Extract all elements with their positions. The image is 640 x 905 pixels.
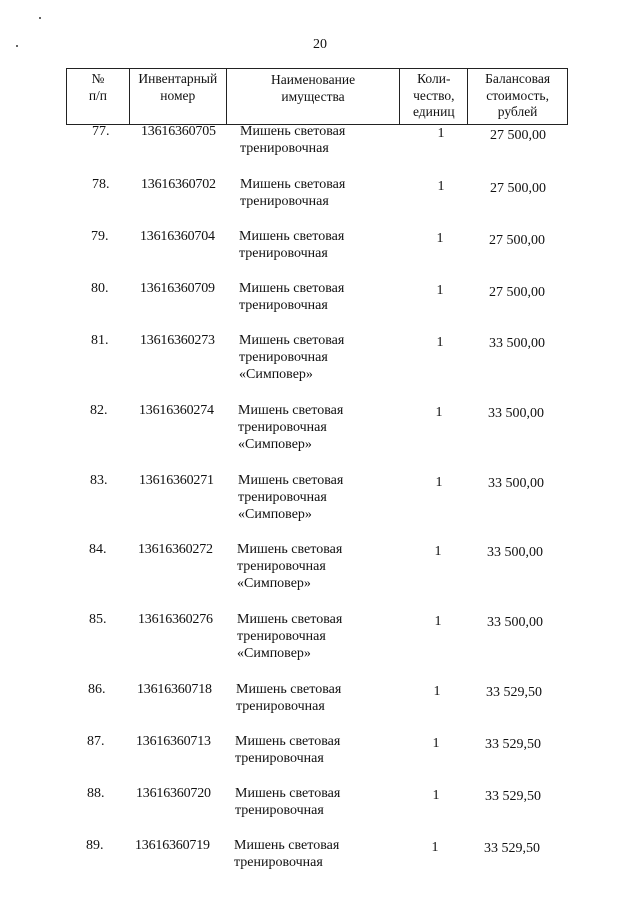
- row-number: 81.: [91, 333, 109, 348]
- row-number: 85.: [89, 612, 107, 627]
- page-number: 20: [313, 37, 327, 52]
- item-name-line: Мишень световая: [237, 542, 343, 557]
- item-name-line: тренировочная: [238, 420, 327, 435]
- header-quantity: Коли- чество, единиц: [400, 69, 468, 124]
- row-number: 84.: [89, 542, 107, 557]
- inventory-number: 13616360705: [141, 124, 216, 139]
- item-cost: 27 500,00: [489, 285, 545, 300]
- item-name-line: тренировочная: [238, 490, 327, 505]
- item-quantity: 1: [431, 840, 439, 855]
- inventory-number: 13616360271: [139, 473, 214, 488]
- item-name-line: тренировочная: [235, 751, 324, 766]
- item-cost: 33 529,50: [485, 789, 541, 804]
- item-name-line: тренировочная: [240, 194, 329, 209]
- row-number: 82.: [90, 403, 108, 418]
- item-name-line: Мишень световая: [239, 281, 345, 296]
- item-name-line: тренировочная: [237, 559, 326, 574]
- item-name-line: Мишень световая: [235, 734, 341, 749]
- inventory-number: 13616360704: [140, 229, 215, 244]
- row-number: 88.: [87, 786, 105, 801]
- item-name-line: Мишень световая: [238, 473, 344, 488]
- inventory-number: 13616360720: [136, 786, 211, 801]
- item-quantity: 1: [434, 544, 442, 559]
- item-name-line: «Симповер»: [239, 367, 313, 382]
- item-name: [237, 611, 407, 662]
- item-name-line: Мишень световая: [234, 838, 340, 853]
- item-quantity: 1: [437, 179, 445, 194]
- row-number: 83.: [90, 473, 108, 488]
- item-name-line: тренировочная: [234, 855, 323, 870]
- item-cost: 27 500,00: [489, 233, 545, 248]
- item-name: [236, 681, 406, 715]
- item-quantity: 1: [436, 283, 444, 298]
- row-number: 80.: [91, 281, 109, 296]
- item-name-line: тренировочная: [239, 350, 328, 365]
- item-quantity: 1: [437, 126, 445, 141]
- inventory-number: 13616360709: [140, 281, 215, 296]
- item-name-line: Мишень световая: [239, 333, 345, 348]
- item-name: [234, 837, 404, 871]
- item-quantity: 1: [435, 405, 443, 420]
- item-cost: 33 500,00: [489, 336, 545, 351]
- item-name-line: Мишень световая: [235, 786, 341, 801]
- item-name: [239, 228, 409, 262]
- item-name: [239, 280, 409, 314]
- inventory-number: 13616360274: [139, 403, 214, 418]
- item-cost: 33 529,50: [486, 685, 542, 700]
- inventory-number: 13616360272: [138, 542, 213, 557]
- item-name-line: тренировочная: [237, 629, 326, 644]
- row-number: 86.: [88, 682, 106, 697]
- item-cost: 33 500,00: [488, 476, 544, 491]
- item-quantity: 1: [436, 231, 444, 246]
- inventory-number: 13616360276: [138, 612, 213, 627]
- inventory-number: 13616360273: [140, 333, 215, 348]
- item-name-line: тренировочная: [235, 803, 324, 818]
- item-quantity: 1: [435, 475, 443, 490]
- item-name-line: «Симповер»: [237, 646, 311, 661]
- item-cost: 33 529,50: [485, 737, 541, 752]
- inventory-number: 13616360718: [137, 682, 212, 697]
- item-name: [235, 733, 405, 767]
- item-name: [235, 785, 405, 819]
- item-name: [237, 541, 407, 592]
- header-cost: Балансовая стоимость, рублей: [468, 69, 568, 124]
- row-number: 87.: [87, 734, 105, 749]
- row-number: 79.: [91, 229, 109, 244]
- item-cost: 27 500,00: [490, 128, 546, 143]
- item-name-line: «Симповер»: [238, 437, 312, 452]
- item-name: [240, 123, 410, 157]
- item-cost: 33 500,00: [487, 545, 543, 560]
- item-quantity: 1: [433, 684, 441, 699]
- row-number: 77.: [92, 124, 110, 139]
- item-cost: 27 500,00: [490, 181, 546, 196]
- header-num: № п/п: [67, 69, 130, 124]
- item-name: [238, 472, 408, 523]
- item-name-line: «Симповер»: [238, 507, 312, 522]
- row-number: 89.: [86, 838, 104, 853]
- item-name-line: Мишень световая: [236, 682, 342, 697]
- item-name-line: Мишень световая: [240, 177, 346, 192]
- item-name: [240, 176, 410, 210]
- item-name-line: «Симповер»: [237, 576, 311, 591]
- item-cost: 33 500,00: [488, 406, 544, 421]
- item-name: [238, 402, 408, 453]
- item-name-line: тренировочная: [240, 141, 329, 156]
- item-name-line: тренировочная: [236, 699, 325, 714]
- header-name: Наименование имущества: [227, 69, 401, 124]
- item-quantity: 1: [434, 614, 442, 629]
- header-inventory: Инвентарный номер: [130, 69, 227, 124]
- item-name-line: Мишень световая: [238, 403, 344, 418]
- item-name-line: Мишень световая: [237, 612, 343, 627]
- item-name-line: тренировочная: [239, 246, 328, 261]
- item-name-line: Мишень световая: [239, 229, 345, 244]
- inventory-number: 13616360719: [135, 838, 210, 853]
- item-quantity: 1: [436, 335, 444, 350]
- item-name: [239, 332, 409, 383]
- item-name-line: Мишень световая: [240, 124, 346, 139]
- item-cost: 33 529,50: [484, 841, 540, 856]
- item-cost: 33 500,00: [487, 615, 543, 630]
- row-number: 78.: [92, 177, 110, 192]
- item-name-line: тренировочная: [239, 298, 328, 313]
- inventory-number: 13616360713: [136, 734, 211, 749]
- item-quantity: 1: [432, 788, 440, 803]
- item-quantity: 1: [432, 736, 440, 751]
- inventory-number: 13616360702: [141, 177, 216, 192]
